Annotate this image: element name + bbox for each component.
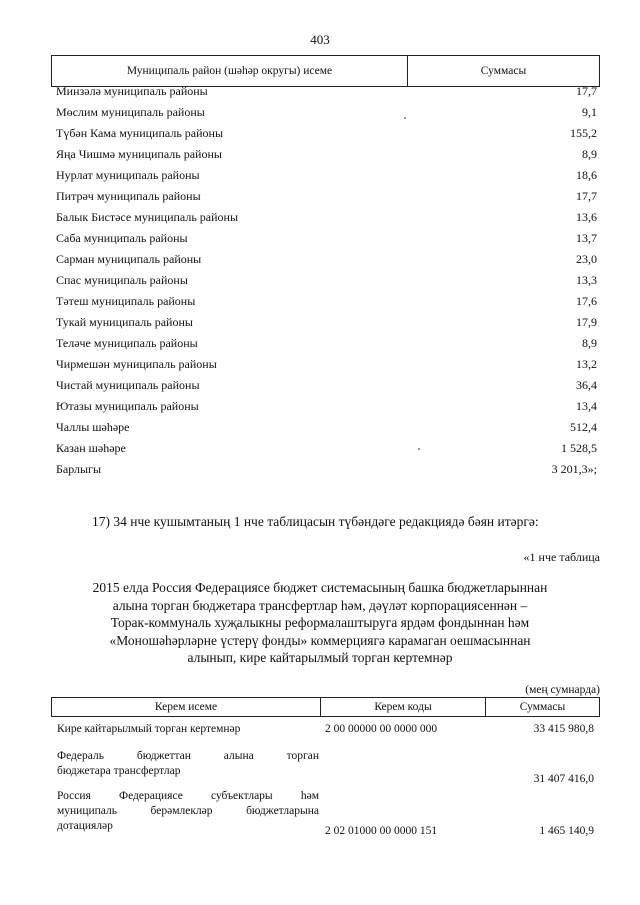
row-value: 36,4	[576, 378, 597, 392]
row-value: 13,7	[576, 231, 597, 245]
table2-header	[51, 697, 600, 717]
table-row	[56, 270, 597, 291]
table1-header-sum: Суммасы	[480, 65, 527, 77]
row-name	[51, 789, 319, 837]
row-name	[51, 723, 319, 735]
table-row	[56, 102, 597, 123]
table2	[51, 697, 600, 837]
row-value: 512,4	[570, 420, 597, 434]
table-row	[56, 438, 597, 459]
row-name: Казан шәһәре	[56, 441, 126, 455]
row-value: 23,0	[576, 252, 597, 266]
row-code: 2 02 01000 00 0000 151	[325, 825, 438, 837]
row-name: Барлыгы	[56, 462, 102, 476]
heading-line: алына торган бюджетара трансфертлар һәм, дәүләт корпорациясеннән –	[112, 597, 528, 613]
table2-header-sum: Суммасы	[519, 701, 566, 713]
heading-line: Торак-коммуналь хуҗалыкны реформалаштыруга ярдәм фондыннан һәм	[110, 615, 530, 630]
table1-body	[56, 81, 597, 480]
row-name: Минзәлә муниципаль районы	[56, 84, 208, 98]
table1-header-name: Муниципаль район (шәһәр округы) исеме	[52, 56, 408, 86]
table-row	[51, 749, 600, 787]
row-name-line: Федераль бюджеттан алына торган	[57, 750, 319, 762]
row-sum: 31 407 416,0	[533, 773, 594, 785]
row-name: Тәтеш муниципаль районы	[56, 294, 196, 308]
row-code	[319, 749, 483, 787]
row-name: Чаллы шәһәре	[56, 420, 130, 434]
row-name: Сарман муниципаль районы	[56, 252, 202, 266]
row-value: 3 201,3»;	[551, 462, 597, 476]
row-value: 17,6	[576, 294, 597, 308]
row-name-line: Кире кайтарылмый торган кертемнәр	[57, 723, 241, 735]
table-row	[56, 375, 597, 396]
unit-note: (мең сумнарда)	[525, 684, 600, 696]
row-name-line: Россия Федерациясе субъектлары һәм	[57, 790, 319, 802]
row-name: Чистай муниципаль районы	[56, 378, 200, 392]
table2-header-name: Керем исеме	[52, 698, 321, 716]
row-name: Ютазы муниципаль районы	[56, 399, 199, 413]
row-name: Нурлат муниципаль районы	[56, 168, 200, 182]
table2-header-code: Керем коды	[321, 698, 486, 716]
heading-line: 2015 елда Россия Федерациясе бюджет системасының башка бюджетларыннан	[92, 580, 548, 595]
row-value: 13,4	[576, 399, 597, 413]
row-name-line: дотацияләр	[57, 820, 113, 832]
row-name: Спас муниципаль районы	[56, 273, 188, 287]
row-value: 13,3	[576, 273, 597, 287]
heading-line: «Моношәһәрләрне үстерү фонды» коммерциягә карамаган оешмасыннан	[109, 632, 531, 648]
table-row	[51, 789, 600, 837]
row-value: 9,1	[582, 105, 597, 119]
table-row	[56, 186, 597, 207]
row-name: Түбән Кама муниципаль районы	[56, 126, 224, 140]
row-value: 13,6	[576, 210, 597, 224]
row-value: 1 528,5	[561, 441, 597, 455]
table2-heading	[40, 579, 600, 667]
table-row	[56, 207, 597, 228]
scan-speck	[404, 117, 406, 119]
row-name: Саба муниципаль районы	[56, 231, 188, 245]
row-value: 17,7	[576, 189, 597, 203]
table-row	[56, 228, 597, 249]
table-row	[56, 396, 597, 417]
row-name: Яңа Чишмә муниципаль районы	[56, 147, 222, 161]
table-number-note: «1 нче таблица	[523, 550, 600, 564]
table-row	[56, 144, 597, 165]
row-name: Балык Бистәсе муниципаль районы	[56, 210, 239, 224]
row-value: 8,9	[582, 336, 597, 350]
row-sum: 33 415 980,8	[533, 723, 594, 735]
table-row	[56, 291, 597, 312]
row-value: 13,2	[576, 357, 597, 371]
page-number: 403	[310, 32, 330, 47]
row-name: Питрәч муниципаль районы	[56, 189, 201, 203]
row-name: Чирмешән муниципаль районы	[56, 357, 217, 371]
table-row	[51, 717, 600, 749]
row-sum: 1 465 140,9	[539, 825, 594, 837]
row-name-line: бюджетара трансфертлар	[57, 765, 181, 777]
row-value: 17,9	[576, 315, 597, 329]
row-name	[51, 749, 319, 787]
table-row	[56, 249, 597, 270]
row-name: Мөслим муниципаль районы	[56, 105, 205, 119]
table-row	[56, 333, 597, 354]
amendment-paragraph: 17) 34 нче кушымтаның 1 нче таблицасын түбәндәге редакциядә бәян итәргә:	[92, 514, 539, 529]
row-name: Теләче муниципаль районы	[56, 336, 198, 350]
row-value: 17,7	[576, 84, 597, 98]
table-row	[56, 312, 597, 333]
table-row	[56, 81, 597, 102]
row-value: 18,6	[576, 168, 597, 182]
row-value: 155,2	[570, 126, 597, 140]
scan-speck	[418, 448, 420, 450]
table-row	[56, 417, 597, 438]
row-name-line: муниципаль берәмлекләр бюджетларына	[57, 805, 319, 817]
row-name: Тукай муниципаль районы	[56, 315, 193, 329]
table-row	[56, 354, 597, 375]
table-row	[56, 165, 597, 186]
heading-line: алынып, кире кайтарылмый торган кертемнәр	[187, 650, 453, 665]
table-row-total	[56, 459, 597, 480]
row-value: 8,9	[582, 147, 597, 161]
table-row	[56, 123, 597, 144]
row-code: 2 00 00000 00 0000 000	[325, 723, 438, 735]
